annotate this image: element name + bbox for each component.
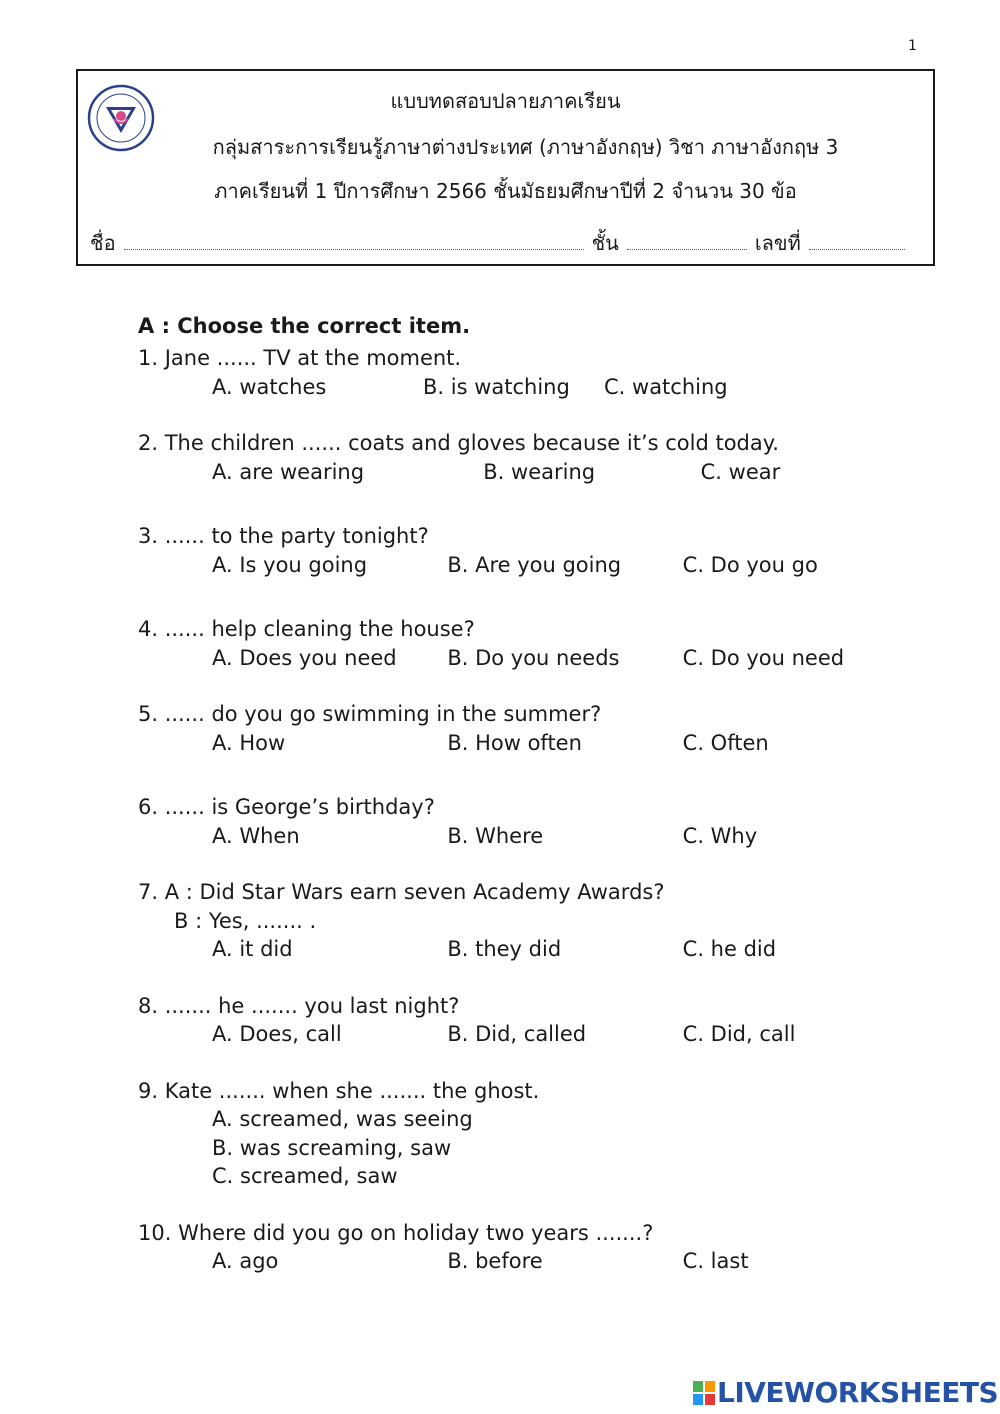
option-c[interactable]: C. screamed, saw	[212, 1164, 398, 1188]
option-c[interactable]: C. wear	[700, 459, 781, 484]
question-6	[138, 793, 918, 850]
question-5	[138, 700, 918, 757]
question-4	[138, 615, 918, 672]
option-b[interactable]: B. wearing	[483, 459, 596, 484]
question-text: 1. Jane ...... TV at the moment.	[138, 346, 462, 370]
option-a[interactable]: A. Does, call	[212, 1022, 342, 1046]
section-a	[138, 312, 918, 1304]
question-text: 10. Where did you go on holiday two years .......?	[138, 1220, 654, 1245]
option-c[interactable]: C. watching	[604, 374, 728, 399]
option-b[interactable]: B. is watching	[423, 374, 570, 399]
options	[138, 822, 918, 851]
section-title: A : Choose the correct item.	[138, 314, 471, 338]
option-b[interactable]: B. was screaming, saw	[212, 1135, 452, 1160]
question-7	[138, 878, 918, 964]
number-label: เลขที่	[754, 231, 801, 255]
option-a[interactable]: A. are wearing	[212, 459, 365, 484]
question-text: 8. ....... he ....... you last night?	[138, 993, 460, 1018]
question-text: 2. The children ...... coats and gloves because it’s cold today.	[138, 431, 779, 455]
liveworksheets-logo-icon	[693, 1381, 715, 1405]
option-c[interactable]: C. Often	[682, 730, 769, 755]
option-c[interactable]: C. Why	[682, 823, 758, 848]
option-b[interactable]: B. Where	[447, 823, 544, 848]
options	[138, 551, 918, 580]
question-8	[138, 992, 918, 1049]
options	[138, 1247, 918, 1276]
question-9	[138, 1077, 918, 1191]
option-c[interactable]: C. Did, call	[682, 1022, 796, 1046]
question-2	[138, 429, 918, 486]
exam-header	[76, 69, 935, 266]
question-text: 4. ...... help cleaning the house?	[138, 617, 475, 641]
option-b[interactable]: B. before	[447, 1249, 543, 1273]
question-text: 9. Kate ....... when she ....... the ghost.	[138, 1078, 540, 1103]
options	[138, 373, 918, 402]
brand-name: LIVEWORKSHEETS	[717, 1376, 999, 1409]
question-text: 7. A : Did Star Wars earn seven Academy Awards?	[138, 880, 665, 904]
options	[138, 644, 918, 673]
option-a[interactable]: A. screamed, was seeing	[212, 1107, 473, 1131]
option-a[interactable]: A. Does you need	[212, 645, 397, 670]
options	[138, 729, 918, 758]
option-a[interactable]: A. Is you going	[212, 552, 368, 577]
question-10	[138, 1219, 918, 1276]
option-a[interactable]: A. ago	[212, 1249, 279, 1273]
question-text: 3. ...... to the party tonight?	[138, 524, 429, 548]
name-label: ชื่อ	[90, 231, 116, 255]
question-subtext: B : Yes, ....... .	[174, 908, 317, 933]
question-text: 5. ...... do you go swimming in the summer?	[138, 702, 602, 726]
option-a[interactable]: A. watches	[212, 374, 327, 399]
options	[138, 1020, 918, 1049]
question-3	[138, 522, 918, 579]
option-c[interactable]: C. he did	[682, 937, 777, 961]
option-b[interactable]: B. they did	[447, 937, 562, 961]
option-b[interactable]: B. How often	[447, 730, 582, 755]
subject-line: กลุ่มสาระการเรียนรู้ภาษาต่างประเทศ (ภาษาอังกฤษ) วิชา ภาษาอังกฤษ 3	[212, 135, 839, 159]
liveworksheets-brand[interactable]	[693, 1376, 998, 1409]
options	[138, 935, 918, 964]
student-info-line	[90, 227, 923, 259]
question-1	[138, 344, 918, 401]
options	[138, 1105, 918, 1191]
option-b[interactable]: B. Did, called	[447, 1022, 587, 1046]
option-a[interactable]: A. it did	[212, 937, 293, 961]
option-a[interactable]: A. How	[212, 730, 286, 755]
name-field[interactable]	[124, 233, 584, 250]
class-field[interactable]	[627, 233, 747, 250]
page-number: 1	[908, 38, 917, 54]
number-field[interactable]	[809, 233, 905, 250]
term-line: ภาคเรียนที่ 1 ปีการศึกษา 2566 ชั้นมัธยมศึกษาปีที่ 2 จำนวน 30 ข้อ	[214, 179, 797, 203]
option-c[interactable]: C. last	[682, 1249, 749, 1273]
options	[138, 458, 918, 487]
option-a[interactable]: A. When	[212, 823, 300, 848]
option-b[interactable]: B. Are you going	[447, 552, 622, 577]
option-c[interactable]: C. Do you need	[682, 645, 845, 670]
class-label: ชั้น	[591, 231, 619, 255]
question-text: 6. ...... is George’s birthday?	[138, 795, 435, 819]
option-b[interactable]: B. Do you needs	[447, 645, 620, 670]
option-c[interactable]: C. Do you go	[682, 552, 818, 577]
exam-title: แบบทดสอบปลายภาคเรียน	[390, 89, 621, 113]
